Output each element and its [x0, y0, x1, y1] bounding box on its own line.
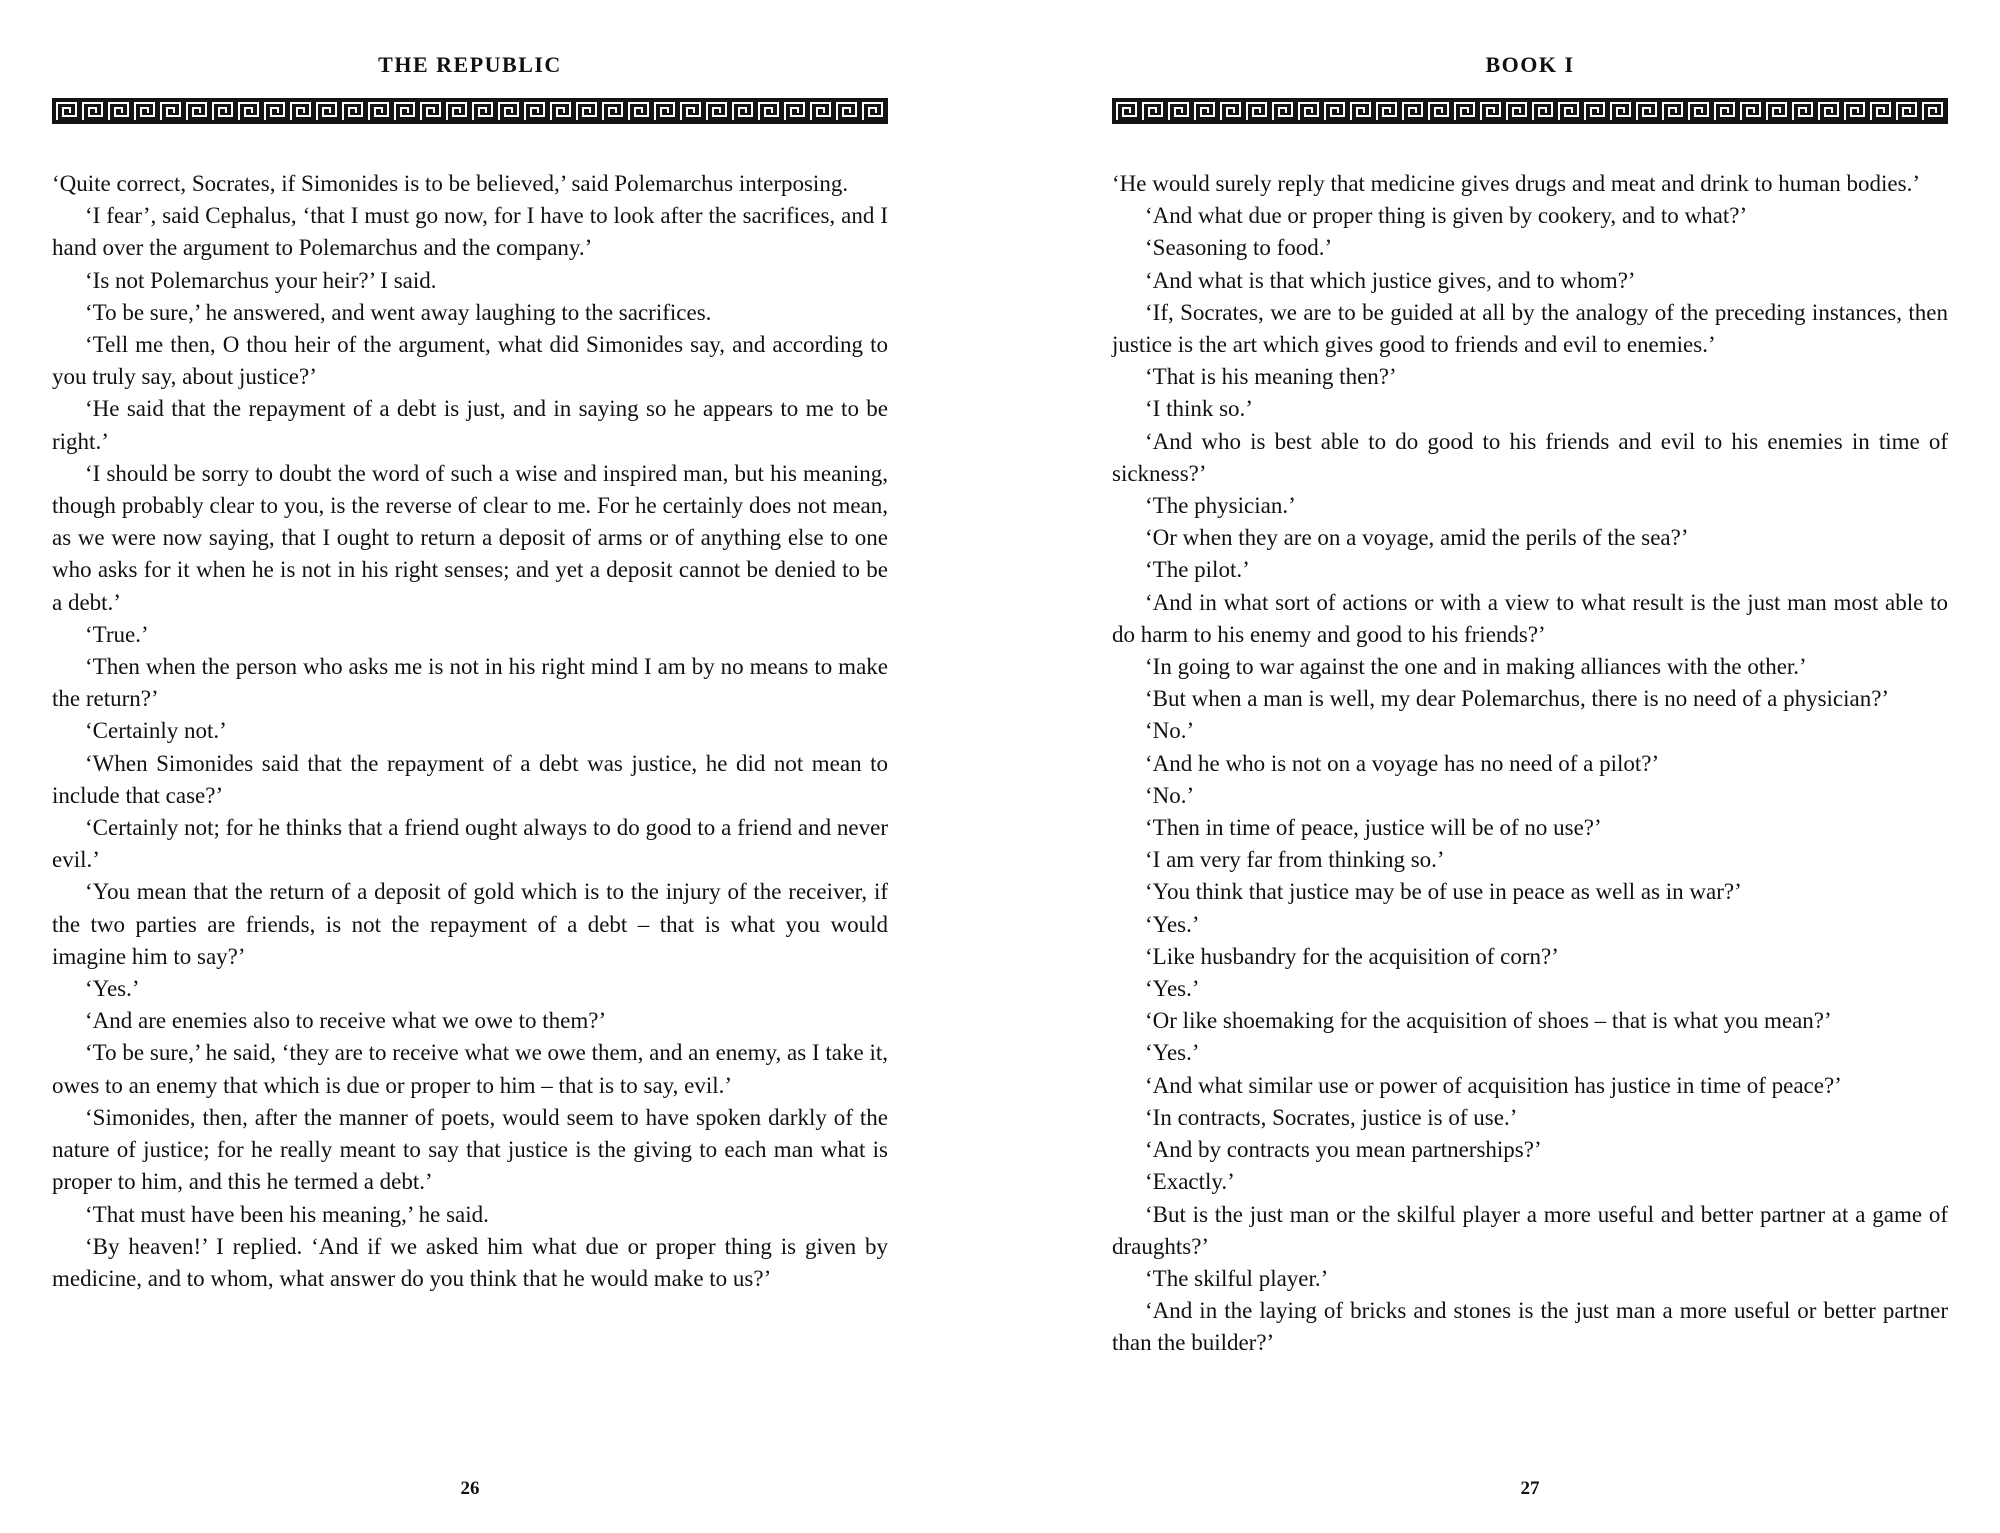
paragraph: ‘Exactly.’	[1145, 1169, 1235, 1195]
paragraph: ‘That is his meaning then?’	[1145, 364, 1397, 390]
running-head-left: THE REPUBLIC	[378, 52, 562, 77]
paragraph: ‘Yes.’	[1145, 911, 1200, 937]
paragraph: ‘And who is best able to do good to his friends and evil to his enemies in time of sickness?’	[1112, 428, 1948, 486]
page-number-left: 26	[460, 1478, 480, 1499]
paragraph: ‘Like husbandry for the acquisition of corn?’	[1145, 943, 1559, 969]
right-page-text	[1112, 168, 1948, 1360]
paragraph: ‘To be sure,’ he said, ‘they are to receive what we owe them, and an enemy, as I take it, owes to an enemy that which is due or proper to him – that is to say, evil.’	[52, 1040, 888, 1098]
paragraph: ‘I fear’, said Cephalus, ‘that I must go now, for I have to look after the sacrifices, and I hand over the argument to Polemarchus and the company.’	[52, 203, 888, 261]
running-head-right: BOOK I	[1485, 52, 1575, 77]
paragraph: ‘That must have been his meaning,’ he said.	[85, 1201, 489, 1227]
paragraph: ‘In going to war against the one and in making alliances with the other.’	[1145, 654, 1807, 680]
paragraph: ‘Then when the person who asks me is not in his right mind I am by no means to make the return?’	[52, 654, 888, 712]
paragraph: ‘No.’	[1145, 782, 1195, 808]
paragraph: ‘And by contracts you mean partnerships?’	[1145, 1137, 1542, 1163]
paragraph: ‘And he who is not on a voyage has no need of a pilot?’	[1145, 750, 1660, 776]
paragraph: ‘Or when they are on a voyage, amid the perils of the sea?’	[1145, 525, 1689, 551]
ornament-band	[1112, 98, 1948, 124]
paragraph: ‘Certainly not; for he thinks that a friend ought always to do good to a friend and never evil.’	[52, 815, 888, 873]
paragraph: ‘In contracts, Socrates, justice is of use.’	[1145, 1104, 1518, 1130]
paragraph: ‘The physician.’	[1145, 493, 1296, 519]
paragraph: ‘Or like shoemaking for the acquisition of shoes – that is what you mean?’	[1145, 1008, 1832, 1034]
paragraph: ‘You mean that the return of a deposit of gold which is to the injury of the receiver, if the two parties are friends, is not the repayment of a debt – that is what you would imagine him to say?’	[52, 879, 888, 969]
paragraph: ‘Tell me then, O thou heir of the argument, what did Simonides say, and according to you truly say, about justice?’	[52, 332, 888, 390]
paragraph: ‘But is the just man or the skilful player a more useful and better partner at a game of draughts?’	[1112, 1201, 1948, 1259]
paragraph: ‘Yes.’	[1145, 976, 1200, 1002]
paragraph: ‘Quite correct, Socrates, if Simonides is to be believed,’ said Polemarchus interposing.	[52, 171, 849, 196]
ornament-band	[52, 98, 888, 124]
right-page	[1112, 0, 1948, 1533]
paragraph: ‘And in the laying of bricks and stones is the just man a more useful or better partner than the builder?’	[1112, 1298, 1948, 1356]
paragraph: ‘Yes.’	[85, 976, 140, 1002]
paragraph: ‘I think so.’	[1145, 396, 1253, 422]
paragraph: ‘The pilot.’	[1145, 557, 1250, 583]
paragraph: ‘Seasoning to food.’	[1145, 235, 1333, 261]
left-page	[52, 0, 888, 1533]
paragraph: ‘And in what sort of actions or with a view to what result is the just man most able to do harm to his enemy and good to his friends?’	[1112, 589, 1948, 647]
paragraph: ‘By heaven!’ I replied. ‘And if we asked him what due or proper thing is given by medicine, and to whom, what answer do you think that he would make to us?’	[52, 1233, 888, 1291]
paragraph: ‘True.’	[85, 621, 149, 647]
paragraph: ‘And what due or proper thing is given by cookery, and to what?’	[1145, 203, 1748, 229]
paragraph: ‘To be sure,’ he answered, and went away laughing to the sacrifices.	[85, 299, 712, 325]
paragraph: ‘But when a man is well, my dear Polemarchus, there is no need of a physician?’	[1145, 686, 1890, 712]
paragraph: ‘He said that the repayment of a debt is just, and in saying so he appears to me to be right.’	[52, 396, 888, 454]
paragraph: ‘When Simonides said that the repayment of a debt was justice, he did not mean to include that case?’	[52, 750, 888, 808]
paragraph: ‘Simonides, then, after the manner of poets, would seem to have spoken darkly of the nature of justice; for he really meant to say that justice is the giving to each man what is proper to him, and this he termed a debt.’	[52, 1104, 888, 1195]
page-number-right: 27	[1520, 1478, 1540, 1499]
paragraph: ‘You think that justice may be of use in peace as well as in war?’	[1145, 879, 1742, 905]
left-page-text	[52, 168, 888, 1295]
paragraph: ‘No.’	[1145, 718, 1195, 744]
paragraph: ‘And what is that which justice gives, and to whom?’	[1145, 267, 1636, 293]
paragraph: ‘If, Socrates, we are to be guided at all by the analogy of the preceding instances, then justice is the art which gives good to friends and evil to enemies.’	[1112, 299, 1948, 358]
paragraph: ‘I am very far from thinking so.’	[1145, 847, 1445, 873]
paragraph: ‘Certainly not.’	[85, 718, 227, 744]
paragraph: ‘Yes.’	[1145, 1040, 1200, 1066]
paragraph: ‘The skilful player.’	[1145, 1265, 1329, 1291]
paragraph: ‘And are enemies also to receive what we owe to them?’	[85, 1008, 607, 1034]
paragraph: ‘He would surely reply that medicine gives drugs and meat and drink to human bodies.’	[1112, 171, 1920, 196]
paragraph: ‘I should be sorry to doubt the word of such a wise and inspired man, but his meaning, though probably clear to you, is the reverse of clear to me. For he certainly does not mean, as we were now saying, that I ought to return a deposit of arms or of anything else to one who asks for it when he is not in his right senses; and yet a deposit cannot be denied to be a debt.’	[52, 460, 888, 615]
greek-key-border-right	[1112, 98, 1948, 124]
paragraph: ‘Then in time of peace, justice will be of no use?’	[1145, 815, 1602, 841]
paragraph: ‘And what similar use or power of acquisition has justice in time of peace?’	[1145, 1072, 1842, 1098]
greek-key-border-left	[52, 98, 888, 124]
paragraph: ‘Is not Polemarchus your heir?’ I said.	[85, 267, 437, 293]
